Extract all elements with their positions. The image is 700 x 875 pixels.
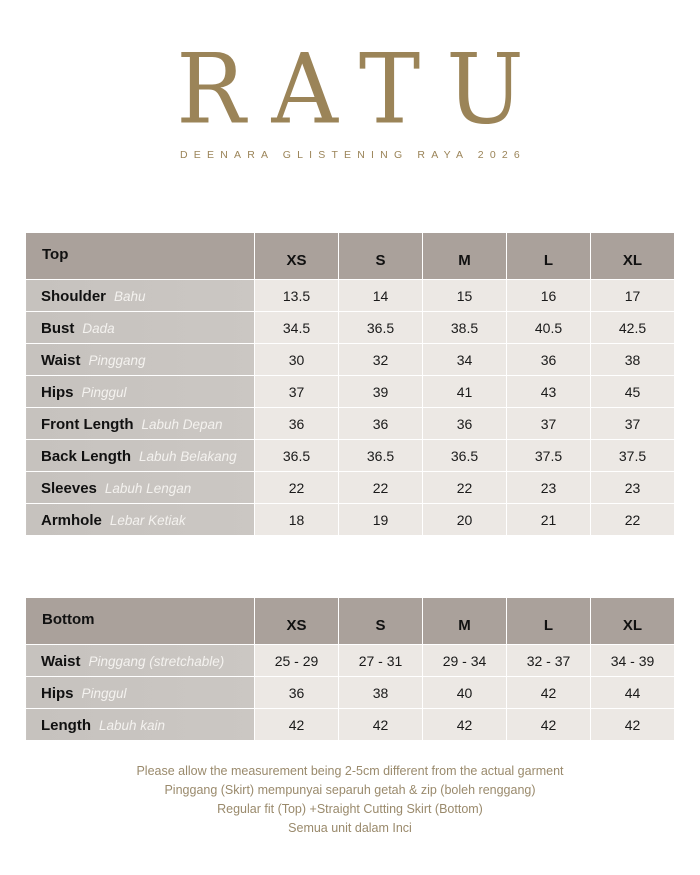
collection-subtitle: DEENARA GLISTENING RAYA 2026 bbox=[180, 149, 526, 161]
measure-name-local: Labuh Belakang bbox=[139, 449, 237, 464]
value-cell: 42 bbox=[339, 709, 423, 741]
note-line: Pinggang (Skirt) mempunyai separuh getah & zip (boleh renggang) bbox=[164, 783, 536, 797]
measure-name-local: Pinggang (stretchable) bbox=[88, 654, 225, 669]
size-header-m: M bbox=[423, 598, 507, 645]
value-cell: 36.5 bbox=[339, 440, 423, 472]
row-label bbox=[26, 472, 255, 504]
measure-name-local: Dada bbox=[82, 321, 115, 336]
bottom-size-table bbox=[25, 597, 675, 741]
value-cell: 37.5 bbox=[507, 440, 591, 472]
measure-name: Back Length bbox=[41, 448, 132, 465]
value-cell: 27 - 31 bbox=[339, 645, 423, 677]
value-cell: 25 - 29 bbox=[255, 645, 339, 677]
value-cell: 37 bbox=[507, 408, 591, 440]
row-label bbox=[26, 344, 255, 376]
value-cell: 36 bbox=[255, 408, 339, 440]
measure-name: Length bbox=[41, 717, 91, 734]
table-row bbox=[26, 504, 675, 536]
value-cell: 36.5 bbox=[423, 440, 507, 472]
value-cell: 17 bbox=[591, 280, 675, 312]
value-cell: 41 bbox=[423, 376, 507, 408]
brand-logo: RATU bbox=[176, 33, 550, 146]
row-label bbox=[26, 440, 255, 472]
value-cell: 38 bbox=[339, 677, 423, 709]
size-header-xl: XL bbox=[591, 233, 675, 280]
table-row bbox=[26, 280, 675, 312]
value-cell: 36.5 bbox=[255, 440, 339, 472]
table-header-row bbox=[26, 598, 675, 645]
measure-name: Front Length bbox=[41, 416, 134, 433]
value-cell: 34.5 bbox=[255, 312, 339, 344]
measure-name-local: Pinggang bbox=[88, 353, 146, 368]
value-cell: 37.5 bbox=[591, 440, 675, 472]
note-line: Regular fit (Top) +Straight Cutting Skirt (Bottom) bbox=[217, 802, 483, 816]
top-size-table bbox=[25, 232, 675, 536]
row-label bbox=[26, 312, 255, 344]
value-cell: 36 bbox=[255, 677, 339, 709]
table-title: Bottom bbox=[26, 598, 255, 645]
value-cell: 42 bbox=[507, 677, 591, 709]
measure-name-local: Pinggul bbox=[81, 686, 127, 701]
value-cell: 23 bbox=[507, 472, 591, 504]
value-cell: 21 bbox=[507, 504, 591, 536]
value-cell: 14 bbox=[339, 280, 423, 312]
size-header-l: L bbox=[507, 598, 591, 645]
value-cell: 22 bbox=[339, 472, 423, 504]
row-label bbox=[26, 408, 255, 440]
value-cell: 38 bbox=[591, 344, 675, 376]
size-header-xl: XL bbox=[591, 598, 675, 645]
table-row bbox=[26, 440, 675, 472]
row-label bbox=[26, 280, 255, 312]
row-label bbox=[26, 504, 255, 536]
table-row bbox=[26, 376, 675, 408]
value-cell: 43 bbox=[507, 376, 591, 408]
value-cell: 18 bbox=[255, 504, 339, 536]
row-label bbox=[26, 645, 255, 677]
table-row bbox=[26, 645, 675, 677]
value-cell: 13.5 bbox=[255, 280, 339, 312]
measure-name: Waist bbox=[41, 352, 81, 369]
row-label bbox=[26, 376, 255, 408]
value-cell: 22 bbox=[255, 472, 339, 504]
value-cell: 15 bbox=[423, 280, 507, 312]
value-cell: 45 bbox=[591, 376, 675, 408]
measure-name-local: Labuh Lengan bbox=[104, 481, 192, 496]
value-cell: 36 bbox=[507, 344, 591, 376]
table-row bbox=[26, 709, 675, 741]
value-cell: 42.5 bbox=[591, 312, 675, 344]
table-row bbox=[26, 312, 675, 344]
measure-name-local: Bahu bbox=[114, 289, 146, 304]
value-cell: 42 bbox=[423, 709, 507, 741]
size-header-xs: XS bbox=[255, 233, 339, 280]
value-cell: 42 bbox=[507, 709, 591, 741]
table-row bbox=[26, 408, 675, 440]
measure-name: Hips bbox=[41, 384, 74, 401]
measure-name: Waist bbox=[41, 653, 81, 670]
value-cell: 16 bbox=[507, 280, 591, 312]
measure-name-local: Pinggul bbox=[81, 385, 127, 400]
value-cell: 39 bbox=[339, 376, 423, 408]
value-cell: 37 bbox=[591, 408, 675, 440]
size-header-m: M bbox=[423, 233, 507, 280]
size-notes bbox=[0, 762, 700, 838]
value-cell: 38.5 bbox=[423, 312, 507, 344]
value-cell: 34 bbox=[423, 344, 507, 376]
measure-name-local: Labuh Depan bbox=[141, 417, 223, 432]
size-header-s: S bbox=[339, 233, 423, 280]
value-cell: 32 - 37 bbox=[507, 645, 591, 677]
value-cell: 32 bbox=[339, 344, 423, 376]
measure-name-local: Labuh kain bbox=[99, 718, 166, 733]
value-cell: 36 bbox=[423, 408, 507, 440]
value-cell: 36.5 bbox=[339, 312, 423, 344]
measure-name: Hips bbox=[41, 685, 74, 702]
value-cell: 29 - 34 bbox=[423, 645, 507, 677]
measure-name: Bust bbox=[41, 320, 75, 337]
value-cell: 42 bbox=[591, 709, 675, 741]
size-header-s: S bbox=[339, 598, 423, 645]
value-cell: 22 bbox=[591, 504, 675, 536]
table-row bbox=[26, 472, 675, 504]
row-label bbox=[26, 677, 255, 709]
value-cell: 19 bbox=[339, 504, 423, 536]
table-title: Top bbox=[26, 233, 255, 280]
measure-name: Shoulder bbox=[41, 288, 107, 305]
value-cell: 22 bbox=[423, 472, 507, 504]
measure-name-local: Lebar Ketiak bbox=[109, 513, 186, 528]
size-header-l: L bbox=[507, 233, 591, 280]
measure-name: Sleeves bbox=[41, 480, 97, 497]
size-header-xs: XS bbox=[255, 598, 339, 645]
value-cell: 42 bbox=[255, 709, 339, 741]
value-cell: 40.5 bbox=[507, 312, 591, 344]
row-label bbox=[26, 709, 255, 741]
note-line: Please allow the measurement being 2-5cm different from the actual garment bbox=[136, 764, 564, 778]
value-cell: 30 bbox=[255, 344, 339, 376]
table-row bbox=[26, 677, 675, 709]
value-cell: 37 bbox=[255, 376, 339, 408]
note-line: Semua unit dalam Inci bbox=[288, 821, 412, 835]
value-cell: 40 bbox=[423, 677, 507, 709]
table-header-row bbox=[26, 233, 675, 280]
measure-name: Armhole bbox=[41, 512, 102, 529]
value-cell: 44 bbox=[591, 677, 675, 709]
value-cell: 23 bbox=[591, 472, 675, 504]
table-row bbox=[26, 344, 675, 376]
value-cell: 20 bbox=[423, 504, 507, 536]
value-cell: 34 - 39 bbox=[591, 645, 675, 677]
value-cell: 36 bbox=[339, 408, 423, 440]
